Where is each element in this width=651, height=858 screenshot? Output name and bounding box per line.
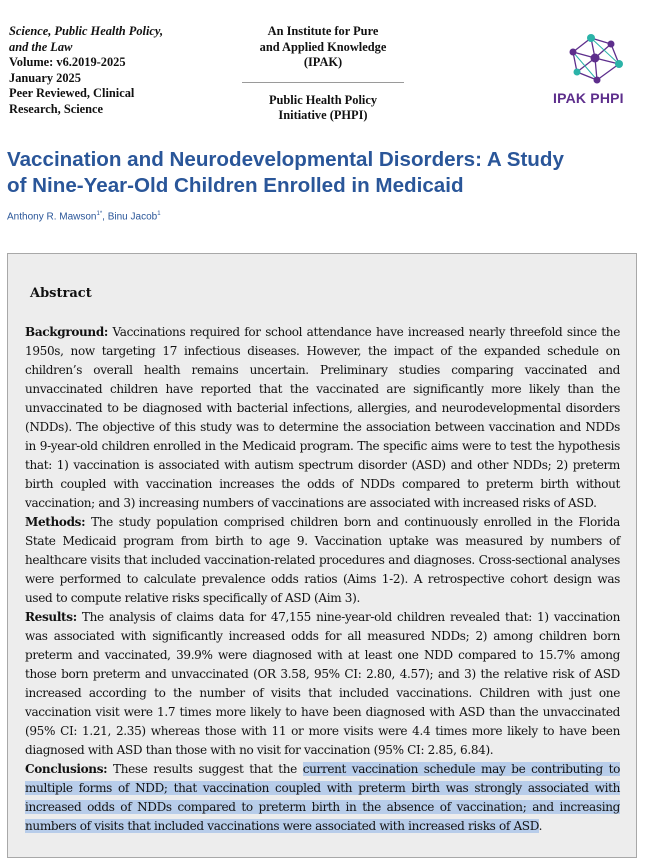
ipak-phpi-logo [553, 24, 643, 114]
conclusions-highlighted-text[interactable]: current vaccination schedule may be contributing to multiple forms of NDD; that vaccination coupled with preterm birth was strongly associated with increased odds of NDDs compared to preterm birth in the absence of vaccination; and increasing numbers of visits that included vaccinations were associated with increased risks of ASD [25, 762, 620, 833]
institute-line4: Public Health Policy [268, 92, 378, 107]
abstract-body [25, 323, 620, 836]
background-text: Vaccinations required for school attendance have increased nearly threefold since the 1950s, now targeting 17 infectious diseases. However, the impact of the expanded schedule on children’s overall health remains uncertain. Preliminary studies comparing vaccinated and unvaccinated children have reported that the vaccinated are significantly more likely than the unvaccinated to be diagnosed with bacterial infections, allergies, and neurodevelopmental disorders (NDDs). The objective of this study was to determine the association between vaccination and NDDs in 9-year-old children enrolled in the Medicaid program. The specific aims were to test the hypothesis that: 1) vaccination is associated with autism spectrum disorder (ASD) and other NDDs; 2) preterm birth coupled with vaccination increases the odds of NDDs compared to preterm birth without vaccination; and 3) increasing numbers of vaccinations are associated with increased risks of ASD. [25, 325, 620, 510]
title-line2: of Nine-Year-Old Children Enrolled in Medicaid [7, 173, 464, 197]
results-text: The analysis of claims data for 47,155 nine-year-old children revealed that: 1) vaccination was associated with significantly increased odds for all measured NDDs; 2) among children born preterm and vaccinated, 39.9% were diagnosed with at least one NDD compared to 15.7% among those born preterm and unvaccinated (OR 3.58, 95% CI: 2.80, 4.57); and 3) the relative risk of ASD increased according to the number of visits that included vaccinations. Children with just one vaccination visit were 1.7 times more likely to have been diagnosed with ASD than the unvaccinated (95% CI: 1.21, 2.35) whereas those with 11 or more visits were 4.4 times more likely to have been diagnosed with ASD than those with no visit for vaccination (95% CI: 2.85, 6.84). [25, 610, 620, 757]
author-name-2: , Binu Jacob [102, 211, 158, 223]
author-affiliation-2: 1 [157, 211, 161, 217]
journal-name-line2: and the Law [9, 39, 73, 54]
conclusions-text: These results suggest that the [107, 762, 303, 776]
abstract-heading: Abstract [30, 286, 92, 301]
institute-line1: An Institute for Pure [267, 24, 379, 38]
journal-date: January 2025 [9, 70, 81, 85]
journal-review-line1: Peer Reviewed, Clinical [9, 86, 135, 101]
conclusions-label: Conclusions: [25, 762, 108, 776]
institute-line5: Initiative (PHPI) [278, 108, 368, 123]
institute-line3: (IPAK) [303, 55, 343, 70]
author-affiliation-1: 1* [96, 211, 103, 217]
author-name-1: Anthony R. Mawson [7, 211, 97, 223]
institute-divider [242, 82, 404, 83]
results-paragraph [25, 608, 620, 760]
title-line1: Vaccination and Neurodevelopmental Disorders: A Study [7, 148, 564, 171]
institute-line2: and Applied Knowledge [259, 39, 387, 54]
background-paragraph [25, 323, 620, 513]
journal-info [9, 24, 209, 118]
background-label: Background: [25, 325, 109, 339]
journal-review-line2: Research, Science [9, 101, 104, 116]
results-label: Results: [25, 610, 77, 624]
journal-volume: Volume: v6.2019-2025 [9, 55, 126, 70]
network-logo-icon [563, 30, 625, 88]
conclusions-paragraph [25, 760, 620, 836]
methods-paragraph [25, 513, 620, 608]
logo-text: IPAK PHPI [553, 90, 624, 106]
journal-name-line1: Science, Public Health Policy, [9, 24, 164, 38]
author-list [7, 211, 161, 222]
methods-label: Methods: [25, 515, 86, 529]
article-title [7, 147, 647, 198]
institute-info [242, 24, 404, 124]
conclusions-end: . [538, 819, 543, 833]
methods-text: The study population comprised children born and continuously enrolled in the Florida State Medicaid program from birth to age 9. Vaccination uptake was measured by numbers of healthcare visits that included vaccination-related procedures and diagnoses. Cross-sectional analyses were performed to calculate prevalence odds ratios (Aims 1-2). A retrospective cohort design was used to compute relative risks specifically of ASD (Aim 3). [25, 515, 620, 605]
